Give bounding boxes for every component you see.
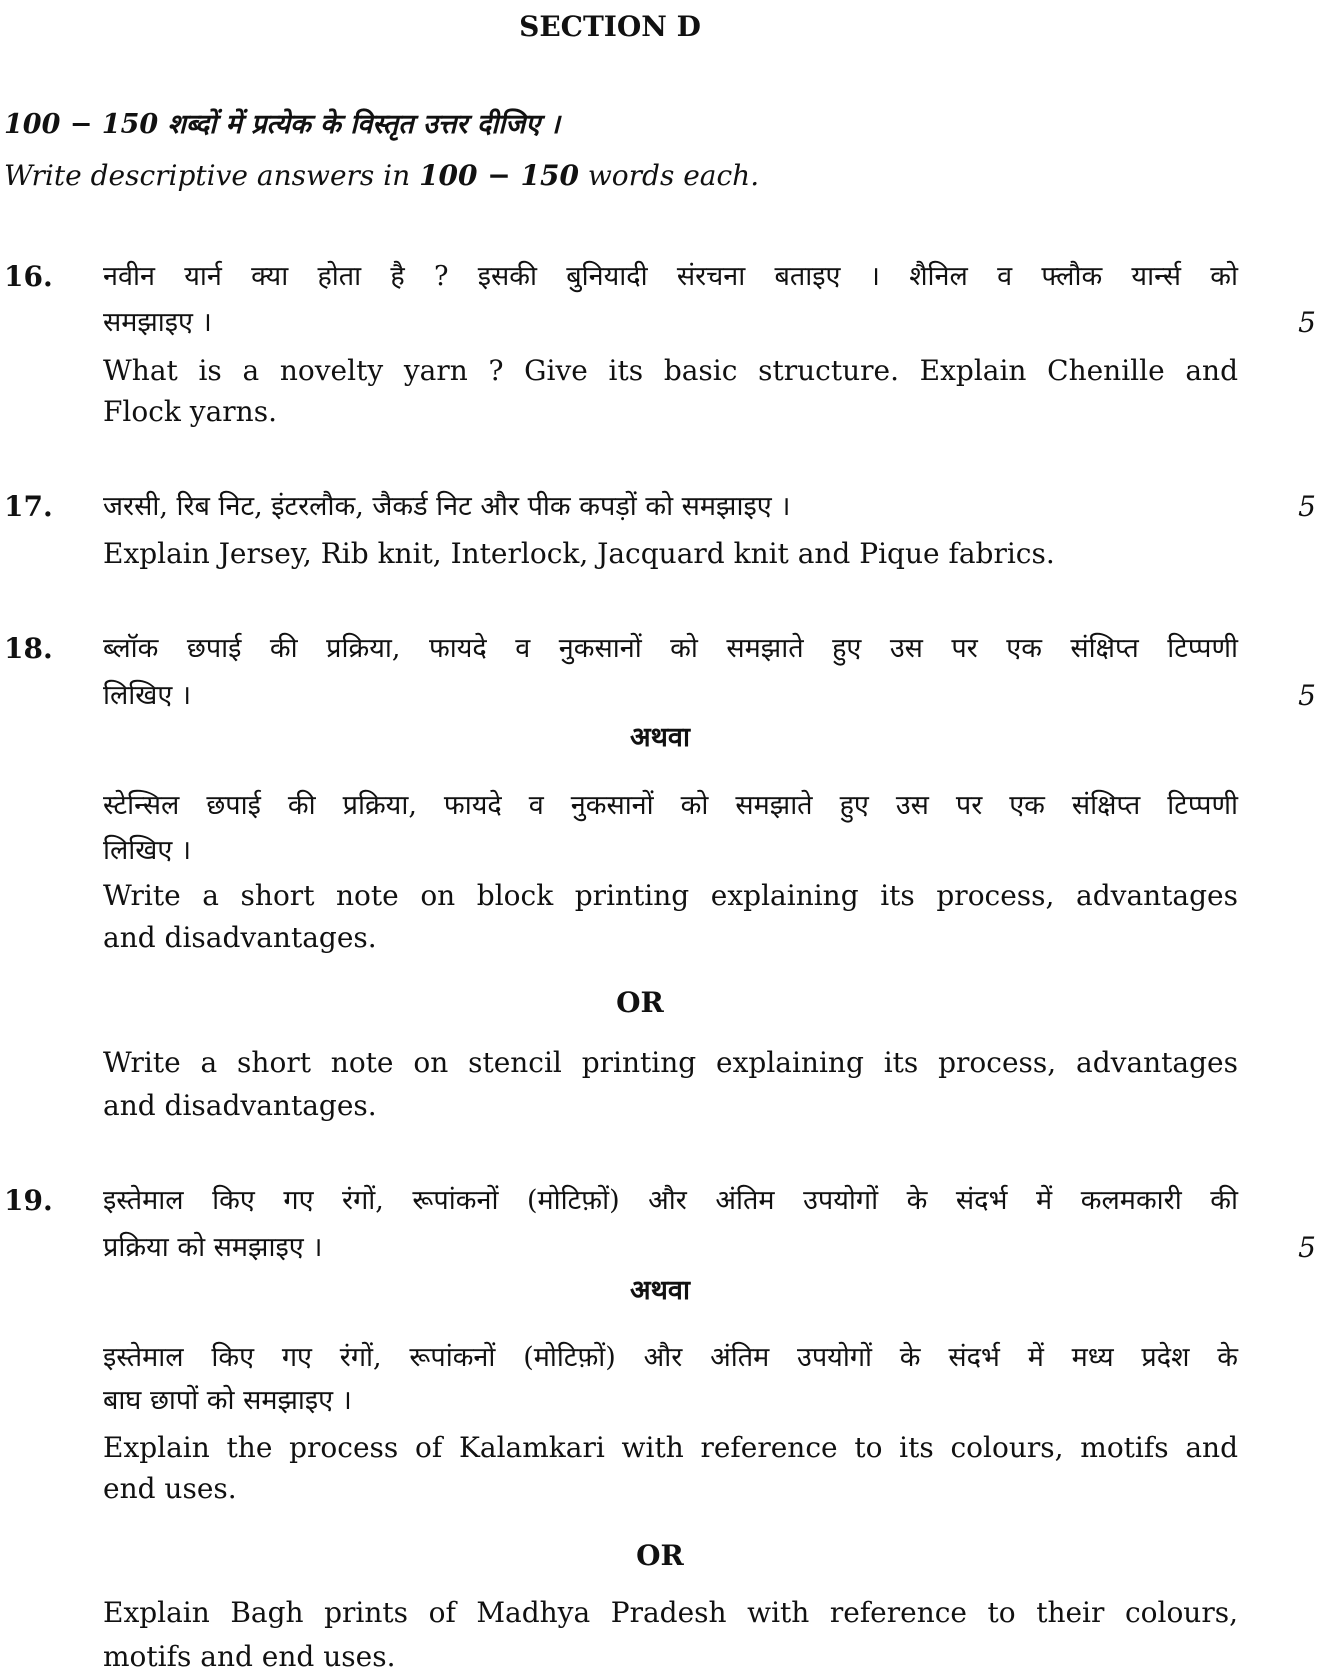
or-english: OR <box>616 986 664 1019</box>
instructions-range: 100 − 150 <box>419 159 579 192</box>
question-english-line: Explain the process of Kalamkari with reference to its colours, motifs and <box>103 1431 1238 1464</box>
question-number: 17. <box>4 490 53 523</box>
question-hindi-line: जरसी, रिब निट, इंटरलौक, जैकर्ड निट और पीक कपड़ों को समझाइए । <box>103 491 791 522</box>
section-title: SECTION D <box>519 10 701 43</box>
question-english-line: Write a short note on block printing explaining its process, advantages <box>103 879 1238 912</box>
instructions-pre: Write descriptive answers in <box>4 159 420 192</box>
instructions-english <box>4 155 759 197</box>
alt-english-line: and disadvantages. <box>103 1089 377 1122</box>
instructions-post: words each. <box>578 159 760 192</box>
question-hindi-line: प्रक्रिया को समझाइए । <box>103 1232 323 1263</box>
alt-hindi-line: लिखिए । <box>103 835 192 866</box>
or-hindi: अथवा <box>630 1275 690 1306</box>
alt-hindi-line: इस्तेमाल किए गए रंगों, रूपांकनों (मोटिफ़ों) और अंतिम उपयोगों के संदर्भ में मध्य प्रदेश के <box>103 1342 1238 1373</box>
alt-english-line: Write a short note on stencil printing explaining its process, advantages <box>103 1046 1238 1079</box>
question-marks: 5 <box>1298 306 1316 339</box>
question-english-line: Flock yarns. <box>103 395 277 428</box>
instructions-hindi-text: 100 − 150 शब्दों में प्रत्येक के विस्तृत उत्तर दीजिए । <box>4 109 560 140</box>
question-number: 18. <box>4 632 53 665</box>
question-english-line: and disadvantages. <box>103 921 377 954</box>
or-hindi: अथवा <box>630 722 690 753</box>
alt-hindi-line: बाघ छापों को समझाइए । <box>103 1385 352 1416</box>
alt-english-line: motifs and end uses. <box>103 1640 396 1673</box>
question-hindi-line: लिखिए । <box>103 680 192 711</box>
question-marks: 5 <box>1298 1231 1316 1264</box>
instructions-hindi <box>4 104 560 146</box>
question-number: 19. <box>4 1184 53 1217</box>
alt-english-line: Explain Bagh prints of Madhya Pradesh with reference to their colours, <box>103 1596 1238 1629</box>
question-marks: 5 <box>1298 679 1316 712</box>
question-marks: 5 <box>1298 490 1316 523</box>
question-hindi-line: नवीन यार्न क्या होता है ? इसकी बुनियादी संरचना बताइए । शैनिल व फ्लौक यार्न्स को <box>103 261 1238 292</box>
question-hindi-line: समझाइए । <box>103 307 212 338</box>
or-english: OR <box>636 1539 684 1572</box>
alt-hindi-line: स्टेन्सिल छपाई की प्रक्रिया, फायदे व नुकसानों को समझाते हुए उस पर एक संक्षिप्त टिप्पणी <box>103 790 1238 821</box>
question-english-line: end uses. <box>103 1472 237 1505</box>
question-english-line: Explain Jersey, Rib knit, Interlock, Jacquard knit and Pique fabrics. <box>103 537 1055 570</box>
question-hindi-line: ब्लॉक छपाई की प्रक्रिया, फायदे व नुकसानों को समझाते हुए उस पर एक संक्षिप्त टिप्पणी <box>103 633 1238 664</box>
question-number: 16. <box>4 260 53 293</box>
question-english-line: What is a novelty yarn ? Give its basic structure. Explain Chenille and <box>103 354 1238 387</box>
question-hindi-line: इस्तेमाल किए गए रंगों, रूपांकनों (मोटिफ़ों) और अंतिम उपयोगों के संदर्भ में कलमकारी की <box>103 1185 1238 1216</box>
